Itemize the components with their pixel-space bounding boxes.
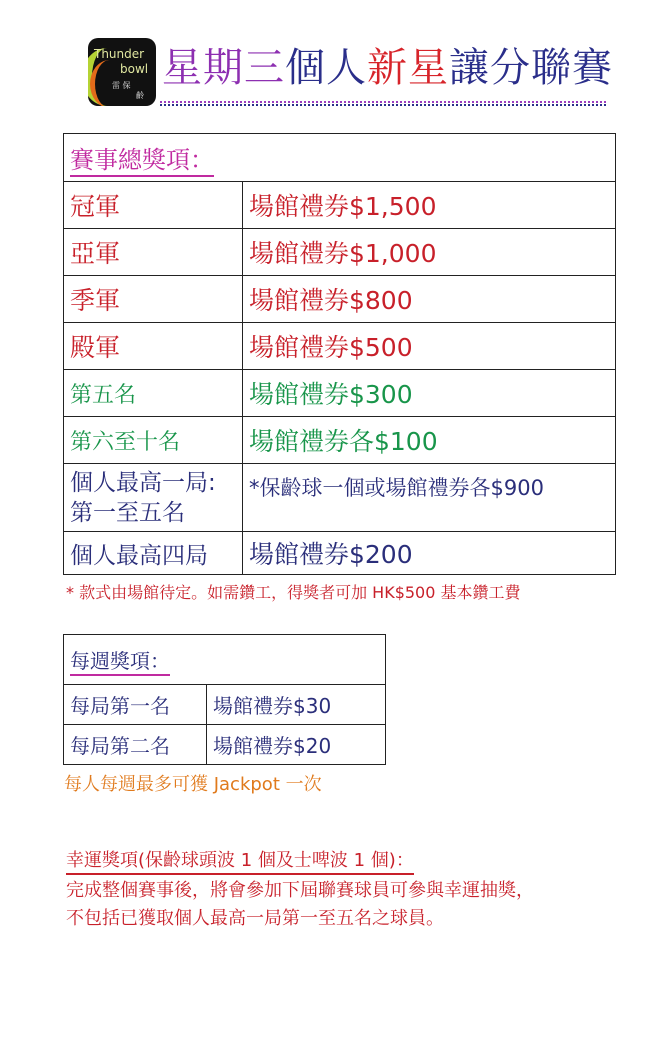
- lucky-award-line-1: 完成整個賽事後，將會參加下屆聯賽球員可參與幸運抽獎，: [66, 880, 534, 901]
- page-title: [162, 44, 613, 92]
- table-row: [64, 685, 386, 725]
- logo-cn-2: 齡: [136, 91, 144, 100]
- award-label: 殿軍: [64, 323, 243, 370]
- award-label: 每局第二名: [64, 725, 207, 765]
- table-header-row: [64, 134, 616, 182]
- title-part-3: 新星: [367, 45, 449, 91]
- footnote: * 款式由場館待定。如需鑽工，得獎者可加 HK$500 基本鑽工費: [66, 583, 521, 602]
- table-row: [64, 417, 616, 464]
- main-awards-header: 賽事總獎項：: [64, 134, 616, 182]
- main-awards-table: [63, 133, 616, 575]
- award-value: 場館禮券$30: [207, 685, 386, 725]
- table-row: [64, 725, 386, 765]
- logo-cn-1: 雷 保: [112, 81, 131, 90]
- award-value: 場館禮券$800: [243, 276, 616, 323]
- title-part-2: 個人: [285, 45, 367, 91]
- award-value: 場館禮券$500: [243, 323, 616, 370]
- thunder-bowl-logo: [88, 38, 156, 106]
- title-part-4: 讓分聯賽: [449, 45, 613, 91]
- award-value: 場館禮券$1,000: [243, 229, 616, 276]
- logo-text-bottom: bowl: [120, 62, 149, 76]
- logo-text-top: Thunder: [94, 47, 145, 61]
- award-label: [64, 464, 243, 532]
- table-header-row: [64, 635, 386, 685]
- award-value: *保齡球一個或場館禮券各$900: [243, 464, 616, 532]
- table-row: [64, 370, 616, 417]
- title-underline-2: [160, 104, 606, 106]
- title-part-1: 星期三: [162, 45, 285, 91]
- table-row: [64, 464, 616, 532]
- award-label: 亞軍: [64, 229, 243, 276]
- lucky-award-title: 幸運獎項(保齡球頭波 1 個及士啤波 1 個)：: [66, 846, 414, 875]
- award-label: 季軍: [64, 276, 243, 323]
- award-label: 個人最高四局: [64, 532, 243, 575]
- award-label: 每局第一名: [64, 685, 207, 725]
- award-label-line-2: 第一至五名: [70, 499, 185, 526]
- lucky-award-line-2: 不包括已獲取個人最高一局第一至五名之球員。: [66, 908, 444, 929]
- table-row: [64, 182, 616, 229]
- award-value: 場館禮券$200: [243, 532, 616, 575]
- award-label: 第六至十名: [64, 417, 243, 464]
- award-label-line-1: 個人最高一局:: [70, 469, 216, 496]
- award-value: 場館禮券$300: [243, 370, 616, 417]
- award-label: 冠軍: [64, 182, 243, 229]
- award-value: 場館禮券$20: [207, 725, 386, 765]
- award-label: 第五名: [64, 370, 243, 417]
- award-value: 場館禮券各$100: [243, 417, 616, 464]
- title-underline: [160, 101, 606, 103]
- table-row: [64, 323, 616, 370]
- award-value: 場館禮券$1,500: [243, 182, 616, 229]
- table-row: [64, 276, 616, 323]
- table-row: [64, 229, 616, 276]
- table-row: [64, 532, 616, 575]
- weekly-awards-table: [63, 634, 386, 765]
- weekly-awards-header: 每週獎項：: [64, 635, 386, 685]
- jackpot-note: 每人每週最多可獲 Jackpot 一次: [64, 774, 322, 795]
